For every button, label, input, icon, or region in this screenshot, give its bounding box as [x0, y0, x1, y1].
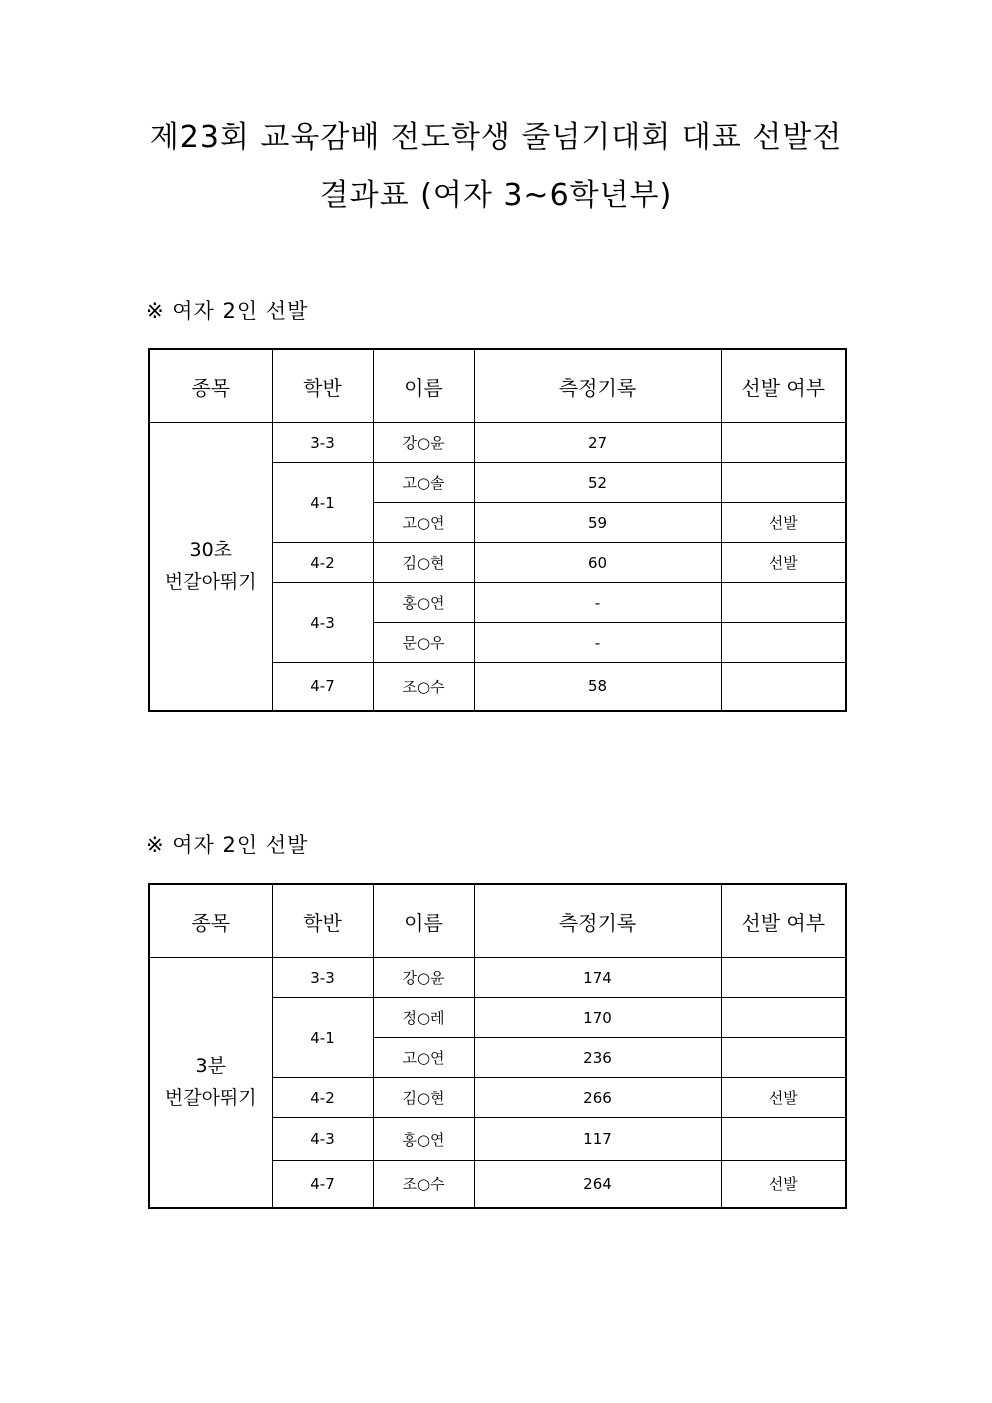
selected-cell — [721, 623, 846, 663]
class-cell: 4-1 — [272, 998, 373, 1078]
selected-cell — [721, 583, 846, 623]
class-cell: 4-2 — [272, 1078, 373, 1118]
name-cell: 홍○연 — [373, 1118, 474, 1161]
event-name-line2: 번갈아뛰기 — [164, 1087, 257, 1110]
name-cell: 강○윤 — [373, 423, 474, 463]
name-cell: 조○수 — [373, 1161, 474, 1208]
header-selected: 선발 여부 — [721, 349, 846, 423]
results-table-3min — [148, 883, 847, 1209]
event-name-line1: 3분 — [195, 1055, 226, 1078]
class-cell: 4-1 — [272, 463, 373, 543]
selected-cell — [721, 663, 846, 711]
name-cell: 홍○연 — [373, 583, 474, 623]
class-cell: 3-3 — [272, 958, 373, 998]
selected-cell — [721, 1038, 846, 1078]
selected-cell — [721, 423, 846, 463]
event-cell — [149, 958, 272, 1208]
selected-cell: 선발 — [721, 543, 846, 583]
selected-cell: 선발 — [721, 1161, 846, 1208]
results-table-30s — [148, 348, 847, 712]
selected-cell: 선발 — [721, 1078, 846, 1118]
record-cell: 27 — [474, 423, 721, 463]
record-cell: 59 — [474, 503, 721, 543]
record-cell: 170 — [474, 998, 721, 1038]
name-cell: 고○연 — [373, 503, 474, 543]
name-cell: 문○우 — [373, 623, 474, 663]
name-cell: 고○연 — [373, 1038, 474, 1078]
table-header-row — [149, 884, 846, 958]
class-cell: 4-7 — [272, 663, 373, 711]
event-cell — [149, 423, 272, 711]
name-cell: 정○레 — [373, 998, 474, 1038]
event-name-line2: 번갈아뛰기 — [164, 571, 257, 594]
name-cell: 조○수 — [373, 663, 474, 711]
class-cell: 4-3 — [272, 583, 373, 663]
record-cell: 58 — [474, 663, 721, 711]
selected-cell: 선발 — [721, 503, 846, 543]
record-cell: 52 — [474, 463, 721, 503]
record-cell: 266 — [474, 1078, 721, 1118]
record-cell: 60 — [474, 543, 721, 583]
table-row — [149, 958, 846, 998]
document-title-line2: 결과표 (여자 3~6학년부) — [319, 178, 673, 213]
header-class: 학반 — [272, 349, 373, 423]
record-cell: - — [474, 583, 721, 623]
header-record: 측정기록 — [474, 349, 721, 423]
header-name: 이름 — [373, 349, 474, 423]
selected-cell — [721, 998, 846, 1038]
selected-cell — [721, 463, 846, 503]
header-record: 측정기록 — [474, 884, 721, 958]
document-title-line1: 제23회 교육감배 전도학생 줄넘기대회 대표 선발전 — [149, 120, 843, 155]
class-cell: 4-3 — [272, 1118, 373, 1161]
record-cell: - — [474, 623, 721, 663]
name-cell: 김○현 — [373, 1078, 474, 1118]
selected-cell — [721, 958, 846, 998]
name-cell: 강○윤 — [373, 958, 474, 998]
record-cell: 236 — [474, 1038, 721, 1078]
class-cell: 4-2 — [272, 543, 373, 583]
name-cell: 김○현 — [373, 543, 474, 583]
header-name: 이름 — [373, 884, 474, 958]
name-cell: 고○솔 — [373, 463, 474, 503]
record-cell: 117 — [474, 1118, 721, 1161]
header-selected: 선발 여부 — [721, 884, 846, 958]
header-class: 학반 — [272, 884, 373, 958]
table-header-row — [149, 349, 846, 423]
header-event: 종목 — [149, 349, 272, 423]
class-cell: 3-3 — [272, 423, 373, 463]
event-name-line1: 30초 — [189, 539, 233, 562]
selected-cell — [721, 1118, 846, 1161]
header-event: 종목 — [149, 884, 272, 958]
record-cell: 264 — [474, 1161, 721, 1208]
section1-label: ※ 여자 2인 선발 — [146, 299, 309, 323]
record-cell: 174 — [474, 958, 721, 998]
section2-label: ※ 여자 2인 선발 — [146, 833, 309, 857]
class-cell: 4-7 — [272, 1161, 373, 1208]
table-row — [149, 423, 846, 463]
